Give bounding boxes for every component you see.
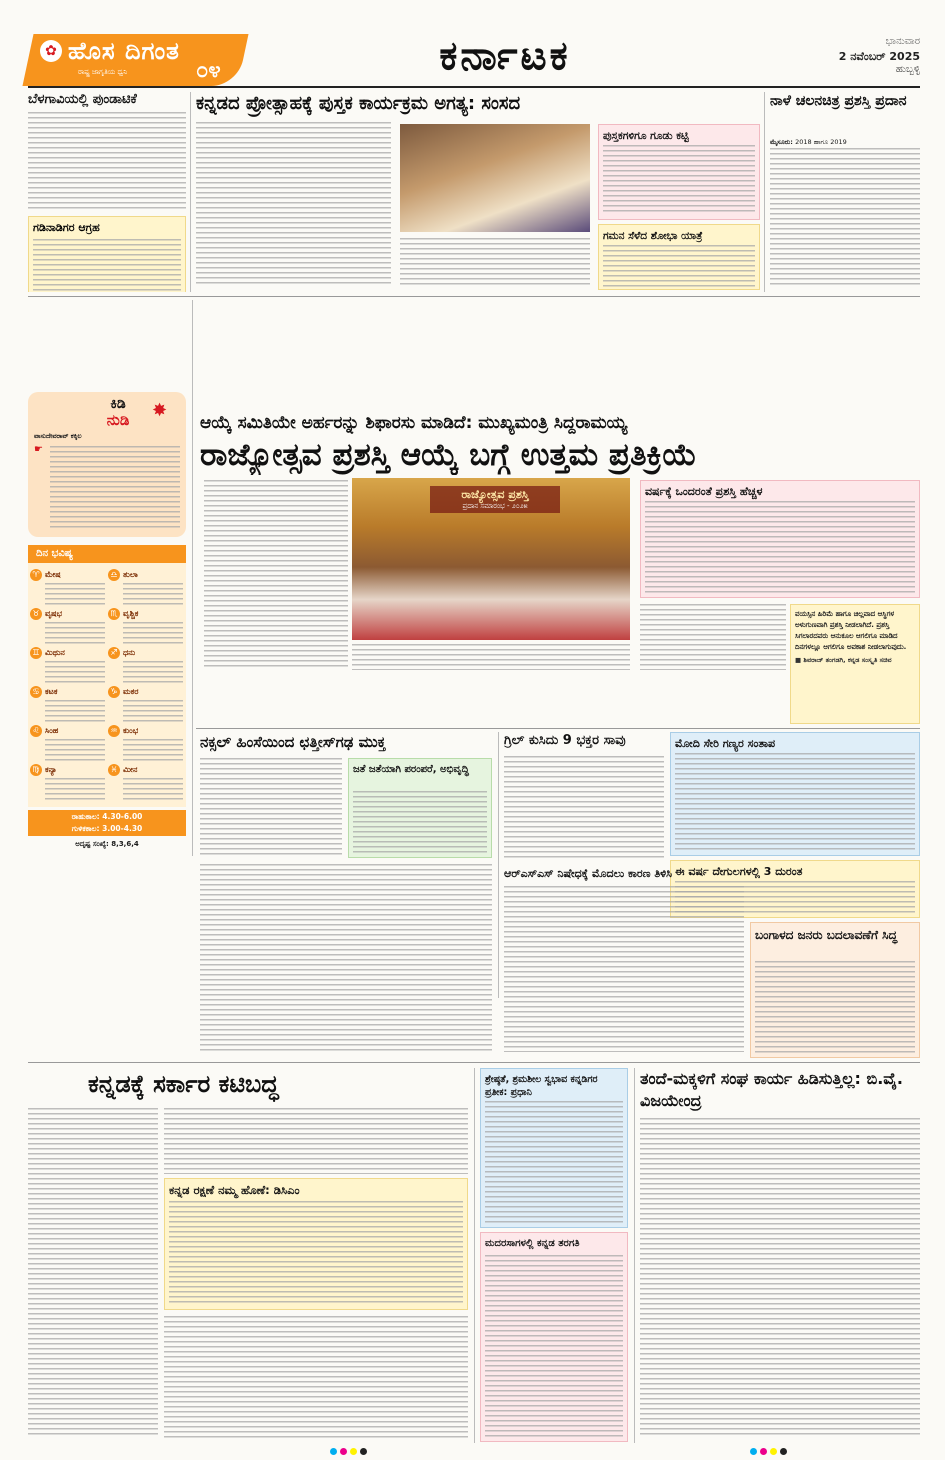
story-grill <box>504 732 664 862</box>
logo-emblem-icon: ✿ <box>40 40 62 62</box>
horoscope-item <box>30 569 106 606</box>
zodiac-sign-icon: ♐ <box>108 647 120 659</box>
box-title: ಕನ್ನಡ ರಕ್ಷಣೆ ನಮ್ಮ ಹೊಣೆ: ಡಿಸಿಎಂ <box>169 1183 300 1197</box>
horoscope-item <box>30 764 106 801</box>
zodiac-text <box>45 661 105 683</box>
horoscope-item <box>108 647 184 684</box>
box-title: ಜತೆ ಜತೆಯಾಗಿ ಪರಂಪರೆ, ಅಭಿವೃದ್ಧಿ <box>353 764 469 775</box>
kidi-pointer-icon: ☛ <box>34 444 43 455</box>
registration-mark <box>340 1448 347 1455</box>
story-title: ಕನ್ನಡಕ್ಕೆ ಸರ್ಕಾರ ಕಟಿಬದ್ಧ <box>88 1070 279 1098</box>
zodiac-sign-name: ಕನ್ಯಾ <box>45 765 57 774</box>
box-body <box>755 961 915 1053</box>
zodiac-sign-name: ಮಿಥುನ <box>45 648 65 657</box>
registration-mark <box>760 1448 767 1455</box>
edition-name: ಹುಬ್ಬಳ್ಳಿ <box>895 64 920 75</box>
box-bengaluru <box>750 922 920 1058</box>
zodiac-sign-name: ವೃಶ್ಚಿಕ <box>123 609 139 618</box>
story-vijayendra <box>640 1068 920 1443</box>
quote-text: ವಯಸ್ಸಿನ ಹಿರಿಮೆ ಹಾಗೂ ಚಿಲ್ಲವಾದ ಆಸ್ಥಿಗಳ ಅಳುಗುಣವಾಗಿ ಪ್ರಶಸ್ತಿ ನೀಡಲಾಗಿದೆ. ಪ್ರಶಸ್ತಿ ಸಿಗಲಾರದವರು ಆನುಕೂಲ ಆಗಲಿಗೂ ಮಾಡಿದ ದಿನಗಳಲ್ಲೂ ಆಗಲಿಗೂ ಅವಕಾಶ ನೀಡಲಾಗುವುದು. <box>795 610 907 651</box>
box-modi <box>670 732 920 856</box>
zodiac-sign-icon: ♏ <box>108 608 120 620</box>
date-day: ಭಾನುವಾರ <box>885 36 920 47</box>
horoscope-panel <box>28 545 186 807</box>
zodiac-text <box>123 583 183 605</box>
zodiac-sign-name: ಮೀನ <box>123 765 138 774</box>
story-body-bottom <box>164 1316 468 1438</box>
zodiac-sign-name: ಮೇಷ <box>45 570 61 579</box>
zodiac-sign-icon: ♎ <box>108 569 120 581</box>
story-body-col2 <box>400 238 590 288</box>
lucky-number: ಅದೃಷ್ಟ ಸಂಖ್ಯೆ: 8,3,6,4 <box>75 840 139 848</box>
horoscope-item <box>108 686 184 723</box>
zodiac-sign-name: ಧನು <box>123 648 136 657</box>
zodiac-sign-icon: ♌ <box>30 725 42 737</box>
story-madrasa <box>480 1232 628 1442</box>
quote-byline: ■ ಶಿವರಾಜ್ ತಂಗಡಗಿ, ಕನ್ನಡ ಸಂಸ್ಕೃತಿ ಸಚಿವ <box>795 656 892 664</box>
box-varsha <box>640 480 920 598</box>
story-shreshta <box>480 1068 628 1228</box>
rahu-box: ರಾಹುಕಾಲ: 4.30-6.00 ಗುಳಿಕಕಾಲ: 3.00-4.30 <box>28 810 186 836</box>
box-title: ವರ್ಷಕ್ಕೆ ಒಂದರಂತೆ ಪ್ರಶಸ್ತಿ ಹೆಚ್ಚಳ <box>645 485 763 498</box>
box-gadi <box>28 216 186 292</box>
box-body <box>353 791 487 853</box>
logo-tagline: ರಾಷ್ಟ್ರ ಜಾಗೃತಿಯ ಧ್ವನಿ <box>78 68 128 76</box>
story-body <box>200 758 342 858</box>
box-body <box>33 239 181 292</box>
horoscope-grid <box>30 569 184 805</box>
rajyotsava-body-col3 <box>640 604 786 670</box>
kidi-title: ಕಿಡಿ ನುಡಿ <box>106 396 130 429</box>
zodiac-sign-icon: ♓ <box>108 764 120 776</box>
registration-mark <box>360 1448 367 1455</box>
box-jate <box>348 758 492 858</box>
zodiac-text <box>45 622 105 644</box>
horoscope-item <box>30 725 106 762</box>
horoscope-item <box>108 569 184 606</box>
story-title: ಆರ್‌ಎಸ್‌ಎಸ್ ನಿಷೇಧಕ್ಕೆ ಮೊದಲು ಕಾರಣ ತಿಳಿಸಿ <box>504 867 673 880</box>
horoscope-item <box>108 725 184 762</box>
box-title: ಮೋದಿ ಸೇರಿ ಗಣ್ಯರ ಸಂತಾಪ <box>675 737 776 750</box>
story-title: ಶ್ರೇಷ್ಠತೆ, ಶ್ರಮಶೀಲ ಸ್ವಭಾವ ಕನ್ನಡಿಗರ ಪ್ರತೀಕ: ಪ್ರಧಾನಿ <box>485 1074 598 1098</box>
story-rajyotsava <box>200 300 920 475</box>
page-number: ೦೪ <box>196 58 221 83</box>
box-body <box>675 753 915 851</box>
zodiac-text <box>123 778 183 800</box>
kidi-byline: ವಾಸುದೇವರಾವ್ ಕಕ್ಕಿಲ <box>34 432 82 440</box>
registration-mark <box>780 1448 787 1455</box>
registration-mark <box>330 1448 337 1455</box>
masthead <box>0 0 945 88</box>
zodiac-sign-icon: ♑ <box>108 686 120 698</box>
box-title: ಬಂಗಾಳದ ಜನರು ಬದಲಾವಣೆಗೆ ಸಿದ್ಧ <box>755 928 898 942</box>
section-rule <box>196 728 920 729</box>
story-title: ಕನ್ನಡದ ಪ್ರೋತ್ಸಾಹಕ್ಕೆ ಪುಸ್ತಕ ಕಾರ್ಯಕ್ರಮ ಅಗತ್ಯ: ಸಂಸದ <box>196 93 521 114</box>
box-body <box>603 245 755 287</box>
story-title: ಮದರಸಾಗಳಲ್ಲಿ ಕನ್ನಡ ತರಗತಿ <box>485 1238 580 1249</box>
story-title: ನಾಳೆ ಚಲನಚಿತ್ರ ಪ್ರಶಸ್ತಿ ಪ್ರದಾನ <box>770 93 907 109</box>
naxal-body-lower <box>200 864 492 1054</box>
story-body <box>504 886 744 1052</box>
horoscope-item <box>30 608 106 645</box>
box-body <box>169 1201 463 1305</box>
box-pustaka <box>598 124 760 220</box>
zodiac-sign-name: ಕುಂಭ <box>123 726 139 735</box>
zodiac-sign-name: ತುಲಾ <box>123 570 138 579</box>
box-title: ಗಮನ ಸೆಳೆದ ಶೋಭಾ ಯಾತ್ರೆ <box>603 230 703 242</box>
spark-icon: ✸ <box>152 400 168 421</box>
newspaper-logo: ✿ ಹೊಸ ದಿಗಂತ <box>40 34 240 68</box>
horoscope-item <box>108 764 184 801</box>
photo-book-event <box>400 124 590 232</box>
column-divider <box>192 300 193 856</box>
story-belagavi <box>28 92 186 292</box>
rajyotsava-caption <box>352 644 630 670</box>
story-title: ಗ್ರಿಲ್ ಕುಸಿದು 9 ಭಕ್ತರ ಸಾವು <box>504 733 626 748</box>
zodiac-sign-icon: ♉ <box>30 608 42 620</box>
zodiac-sign-icon: ♋ <box>30 686 42 698</box>
zodiac-sign-name: ವೃಷಭ <box>45 609 62 618</box>
section-title: ಕರ್ನಾಟಕ <box>439 34 571 78</box>
horoscope-header: ದಿನ ಭವಿಷ್ಯ <box>28 545 186 563</box>
story-body <box>640 1118 920 1438</box>
section-rule <box>28 296 920 297</box>
column-divider <box>190 92 191 292</box>
story-body-left <box>28 1108 158 1438</box>
zodiac-sign-icon: ♍ <box>30 764 42 776</box>
zodiac-sign-icon: ♊ <box>30 647 42 659</box>
zodiac-sign-name: ಕಟಕ <box>45 687 58 696</box>
story-body <box>770 148 920 288</box>
story-body <box>28 112 186 210</box>
horoscope-item <box>30 647 106 684</box>
photo-banner: ರಾಜ್ಯೋತ್ಸವ ಪ್ರಶಸ್ತಿ ಪ್ರದಾನ ಸಮಾರಂಭ - ೨೦೨೫ <box>430 486 560 513</box>
zodiac-sign-name: ಸಿಂಹ <box>45 726 59 735</box>
story-body <box>485 1255 623 1437</box>
story-cinema <box>770 92 920 292</box>
date-line: 2 ನವೆಂಬರ್ 2025 <box>838 50 920 63</box>
box-title: ಪುಸ್ತಕಗಳಿಗೂ ಗೂಡು ಕಟ್ಟಿ <box>603 130 689 142</box>
story-title: ತಂದೆ-ಮಕ್ಕಳಿಗೆ ಸಂಘ ಕಾರ್ಯ ಹಿಡಿಸುತ್ತಿಲ್ಲ: ಬಿ.ವೈ. ವಿಜಯೇಂದ್ರ <box>640 1069 903 1110</box>
story-dateline: ಮೈಸೂರು: 2018 ಹಾಗೂ 2019 <box>770 138 847 146</box>
registration-mark <box>750 1448 757 1455</box>
zodiac-text <box>123 739 183 761</box>
story-title: ನಕ್ಸಲ್ ಹಿಂಸೆಯಿಂದ ಛತ್ತೀಸ್‌ಗಢ ಮುಕ್ತ <box>200 733 386 751</box>
story-body <box>485 1101 623 1223</box>
story-sarkara <box>28 1068 468 1443</box>
story-kicker: ಆಯ್ಕೆ ಸಮಿತಿಯೇ ಅರ್ಹರನ್ನು ಶಿಫಾರಸು ಮಾಡಿದೆ: ಮುಖ್ಯಮಂತ್ರಿ ಸಿದ್ದರಾಮಯ್ಯ <box>200 413 628 433</box>
zodiac-text <box>45 700 105 722</box>
zodiac-text <box>123 700 183 722</box>
story-body <box>504 756 664 860</box>
story-body-top <box>164 1108 468 1174</box>
zodiac-text <box>123 622 183 644</box>
box-title: ಈ ವರ್ಷ ದೇಗುಲಗಳಲ್ಲಿ 3 ದುರಂತ <box>675 865 803 878</box>
story-body-col1 <box>196 122 391 287</box>
box-vayasse <box>790 604 920 724</box>
box-body <box>645 501 915 593</box>
zodiac-sign-icon: ♒ <box>108 725 120 737</box>
section-rule <box>28 1062 920 1063</box>
column-divider <box>634 1068 635 1443</box>
registration-mark <box>770 1448 777 1455</box>
zodiac-sign-name: ಮಕರ <box>123 687 139 696</box>
kidi-nudi-box <box>28 392 186 537</box>
box-gamana <box>598 224 760 290</box>
story-rss <box>504 866 744 1056</box>
story-book <box>196 92 760 292</box>
story-title: ರಾಜ್ಯೋತ್ಸವ ಪ್ರಶಸ್ತಿ ಆಯ್ಕೆ ಬಗ್ಗೆ ಉತ್ತಮ ಪ್ರತಿಕ್ರಿಯೆ <box>200 437 697 473</box>
masthead-rule <box>28 86 920 88</box>
column-divider <box>498 732 499 998</box>
zodiac-text <box>45 778 105 800</box>
kidi-body <box>50 446 180 530</box>
box-body <box>603 145 755 215</box>
zodiac-text <box>45 739 105 761</box>
box-dcm <box>164 1178 468 1310</box>
horoscope-item <box>108 608 184 645</box>
story-naxal <box>200 732 492 860</box>
zodiac-text <box>123 661 183 683</box>
column-divider <box>474 1068 475 1443</box>
story-title: ಬೆಳಗಾವಿಯಲ್ಲಿ ಪುಂಡಾಟಿಕೆ <box>28 92 137 107</box>
box-title: ಗಡಿನಾಡಿಗರ ಆಗ್ರಹ <box>33 221 100 234</box>
zodiac-sign-icon: ♈ <box>30 569 42 581</box>
registration-mark <box>350 1448 357 1455</box>
rajyotsava-body-col1 <box>204 480 348 670</box>
column-divider <box>764 92 765 292</box>
zodiac-text <box>45 583 105 605</box>
horoscope-item <box>30 686 106 723</box>
